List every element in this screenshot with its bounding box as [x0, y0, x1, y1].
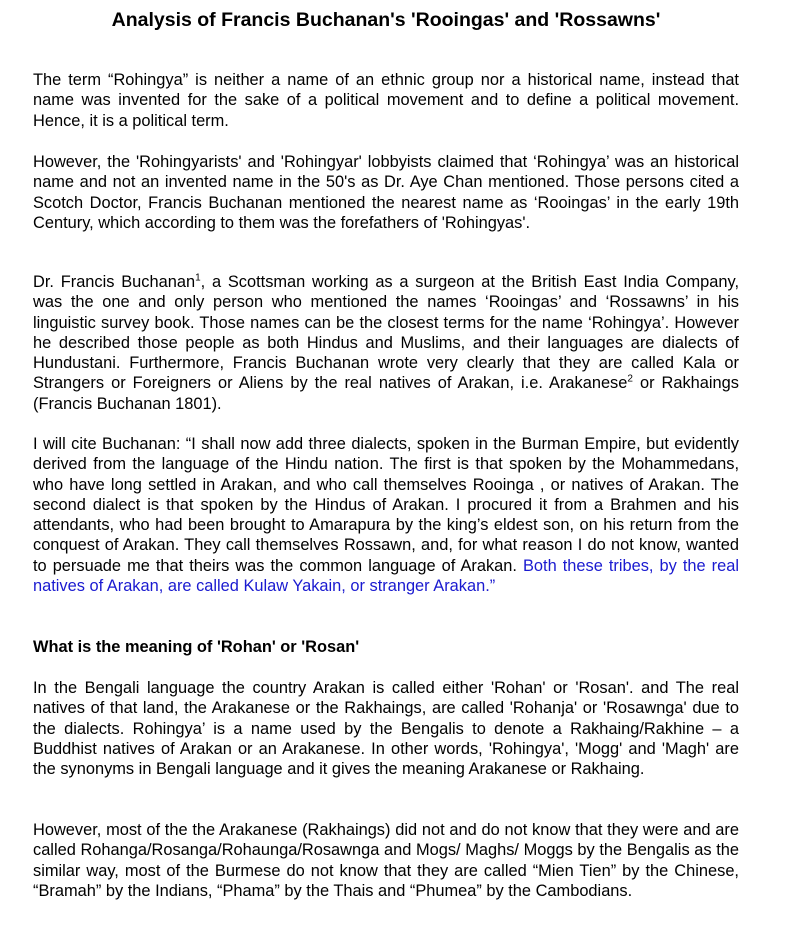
document-body	[33, 0, 740, 900]
footnote-marker-1: 1	[195, 272, 201, 284]
document-title: Analysis of Francis Buchanan's 'Rooingas' and 'Rossawns'	[111, 9, 661, 31]
quote-highlighted-text: Both these tribes, by the real natives of Arakan, are called Kulaw Yakain, or stranger Arakan.”	[33, 556, 739, 596]
paragraph-buchanan-intro	[33, 272, 739, 414]
paragraph-buchanan-text-a: Dr. Francis Buchanan	[33, 273, 196, 291]
paragraph-bengali-meaning: In the Bengali language the country Arakan is called either 'Rohan' or 'Rosan'. and The real natives of that land, the Arakanese or the Rakhaings, are called 'Rohanja' or 'Rosawnga' due to the dialects. Rohingya’ is a name used by the Bengalis to denote a Rakhaing/Rakhine – a Buddhist natives of Arakan or an Arakanese. In other words, 'Rohingya', 'Mogg' and 'Magh' are the synonyms in Bengali language and it gives the meaning Arakanese or Rakhaing.	[33, 679, 739, 779]
section-heading-rohan-rosan: What is the meaning of 'Rohan' or 'Rosan'	[33, 638, 360, 656]
footnote-marker-2: 2	[627, 374, 633, 386]
paragraph-political-term: The term “Rohingya” is neither a name of an ethnic group nor a historical name, instead that name was invented for the sake of a political movement and to define a political movement. Hence, it is a political term.	[33, 71, 739, 130]
quote-text: I will cite Buchanan: “I shall now add three dialects, spoken in the Burman Empire, but evidently derived from the language of the Hindu nation. The first is that spoken by the Mohammedans, who have long settled in Arakan, and who call themselves Rooinga , or natives of Arakan. The second dialect is that spoken by the Hindus of Arakan. I procured it from a Brahmen and his attendants, who had been brought to Amarapura by the king’s eldest son, on his return from the conquest of Arakan. They call themselves Rossawn, and, for what reason I do not know, wanted to persuade me that theirs was the common language of Arakan.	[33, 435, 739, 575]
paragraph-lobbyists-claim: However, the 'Rohingyarists' and 'Rohingyar' lobbyists claimed that ‘Rohingya’ was an historical name and not an invented name in the 50's as Dr. Aye Chan mentioned. Those persons cited a Scotch Doctor, Francis Buchanan mentioned the nearest name as ‘Rooingas’ in the early 19th Century, which according to them was the forefathers of 'Rohingyas'.	[33, 153, 739, 232]
paragraph-buchanan-text-b: , a Scottsman working as a surgeon at the British East India Company, was the one and only person who mentioned the names ‘Rooingas’ and ‘Rossawns’ in his linguistic survey book. Those names can be the closest terms for the name ‘Rohingya’. However he described those people as both Hindus and Muslims, and their languages are dialects of Hundustani. Furthermore, Francis Buchanan wrote very clearly that they are called Kala or Strangers or Foreigners or Aliens by the real natives of Arakan, i.e. Arakanese	[33, 273, 740, 393]
paragraph-buchanan-quote	[33, 434, 739, 596]
paragraph-exonyms: However, most of the the Arakanese (Rakhaings) did not and do not know that they were and are called Rohanga/Rosanga/Rohaunga/Rosawnga and Mogs/ Maghs/ Moggs by the Bengalis as the similar way, most of the Burmese do not know that they are called “Mien Tien” by the Chinese, “Bramah” by the Indians, “Phama” by the Thais and “Phumea” by the Cambodians.	[33, 821, 739, 900]
paragraph-buchanan-text-c: or Rakhaings (Francis Buchanan 1801).	[33, 374, 739, 413]
